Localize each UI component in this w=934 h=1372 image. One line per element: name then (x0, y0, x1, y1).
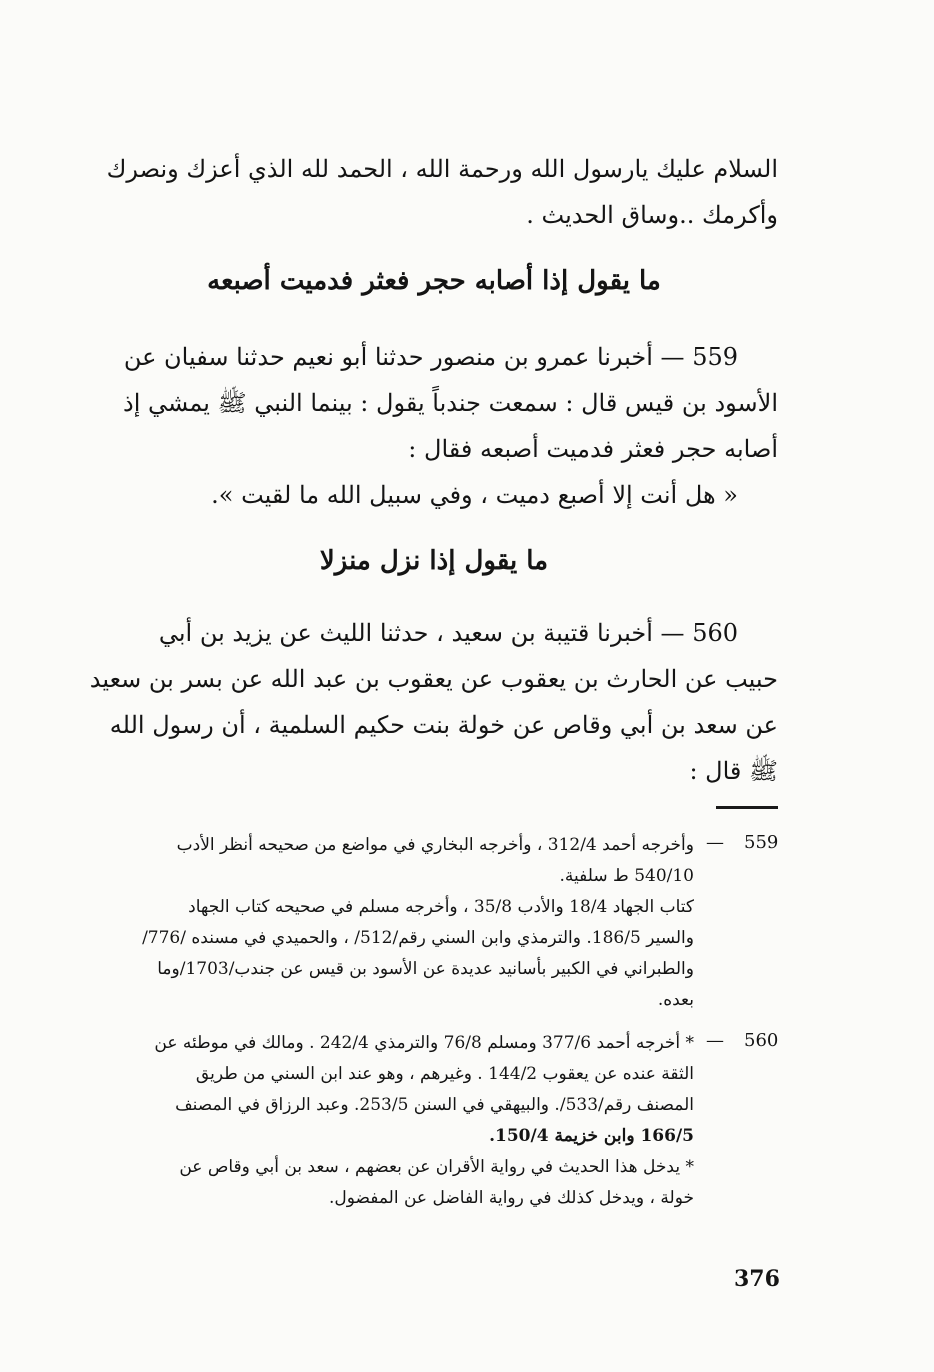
section-heading: ما يقول إذا أصابه حجر فعثر فدميت أصبعه (207, 266, 661, 296)
intro-paragraph (90, 146, 778, 238)
footnote-560 (90, 1028, 694, 1214)
footnote-number: 559 (744, 832, 779, 853)
footnote-line: خولة ، ويدخل كذلك في رواية الفاضل عن المفضول. (328, 1188, 694, 1208)
hadith-559 (90, 334, 778, 518)
footnote-line: 540/10 ط سلفية. (559, 866, 694, 886)
hadith-line: حبيب عن الحارث بن يعقوب عن يعقوب بن عبد الله عن بسر بن سعيد (89, 665, 778, 693)
footnote-559 (90, 830, 694, 1016)
footnote-line: بعده. (657, 990, 694, 1010)
footnote-line: والسير 186/5. والترمذي وابن السني رقم/512/ ، والحميدي في مسنده /776/ (142, 928, 694, 948)
footnote-dash: — (706, 832, 724, 853)
intro-line: وأكرمك ..وساق الحديث . (526, 201, 778, 229)
footnote-line: الثقة عنده عن يعقوب 144/2 . وغيرهم ، وهو عند ابن السني من طريق (195, 1064, 694, 1084)
intro-line: السلام عليك يارسول الله ورحمة الله ، الحمد لله الذي أعزك ونصرك (106, 155, 778, 183)
hadith-line: أصابه حجر فعثر فدميت أصبعه فقال : (408, 435, 778, 463)
footnote-line: والطبراني في الكبير بأسانيد عديدة عن الأسود بن قيس عن جندب/1703/وما (157, 959, 694, 979)
footnote-line: * أخرجه أحمد 377/6 ومسلم 76/8 والترمذي 242/4 . ومالك في موطئه عن (154, 1033, 694, 1053)
section-heading: ما يقول إذا نزل منزلا (319, 546, 549, 576)
hadith-line: 559 — أخبرنا عمرو بن منصور حدثنا أبو نعيم حدثنا سفيان عن (123, 343, 738, 371)
hadith-line: عن سعد بن أبي وقاص عن خولة بنت حكيم السلمية ، أن رسول الله (109, 711, 778, 739)
footnote-line: كتاب الجهاد 18/4 والأدب 35/8 ، وأخرجه مسلم في صحيحه كتاب الجهاد (188, 897, 694, 917)
footnote-divider (716, 806, 778, 809)
footnote-line: المصنف رقم/533/. والبيهقي في السنن 253/5. وعبد الرزاق في المصنف (175, 1095, 694, 1115)
hadith-line: الأسود بن قيس قال : سمعت جندباً يقول : بينما النبي ﷺ يمشي إذ (123, 389, 778, 417)
footnote-line: * يدخل هذا الحديث في رواية الأقران عن بعضهم ، سعد بن أبي وقاص عن (179, 1157, 694, 1177)
footnote-number: 560 (744, 1030, 779, 1051)
hadith-line: 560 — أخبرنا قتيبة بن سعيد ، حدثنا الليث عن يزيد بن أبي (158, 619, 738, 647)
hadith-line: ﷺ قال : (689, 757, 778, 785)
footnote-line: وأخرجه أحمد 312/4 ، وأخرجه البخاري في مواضع من صحيحه أنظر الأدب (176, 835, 694, 855)
hadith-quote: « هل أنت إلا أصبع دميت ، وفي سبيل الله ما لقيت ». (211, 481, 738, 509)
footnote-dash: — (706, 1030, 724, 1051)
page-number: 376 (734, 1266, 780, 1292)
hadith-560 (90, 610, 778, 794)
footnote-line: 166/5 وابن خزيمة 150/4. (489, 1126, 694, 1146)
